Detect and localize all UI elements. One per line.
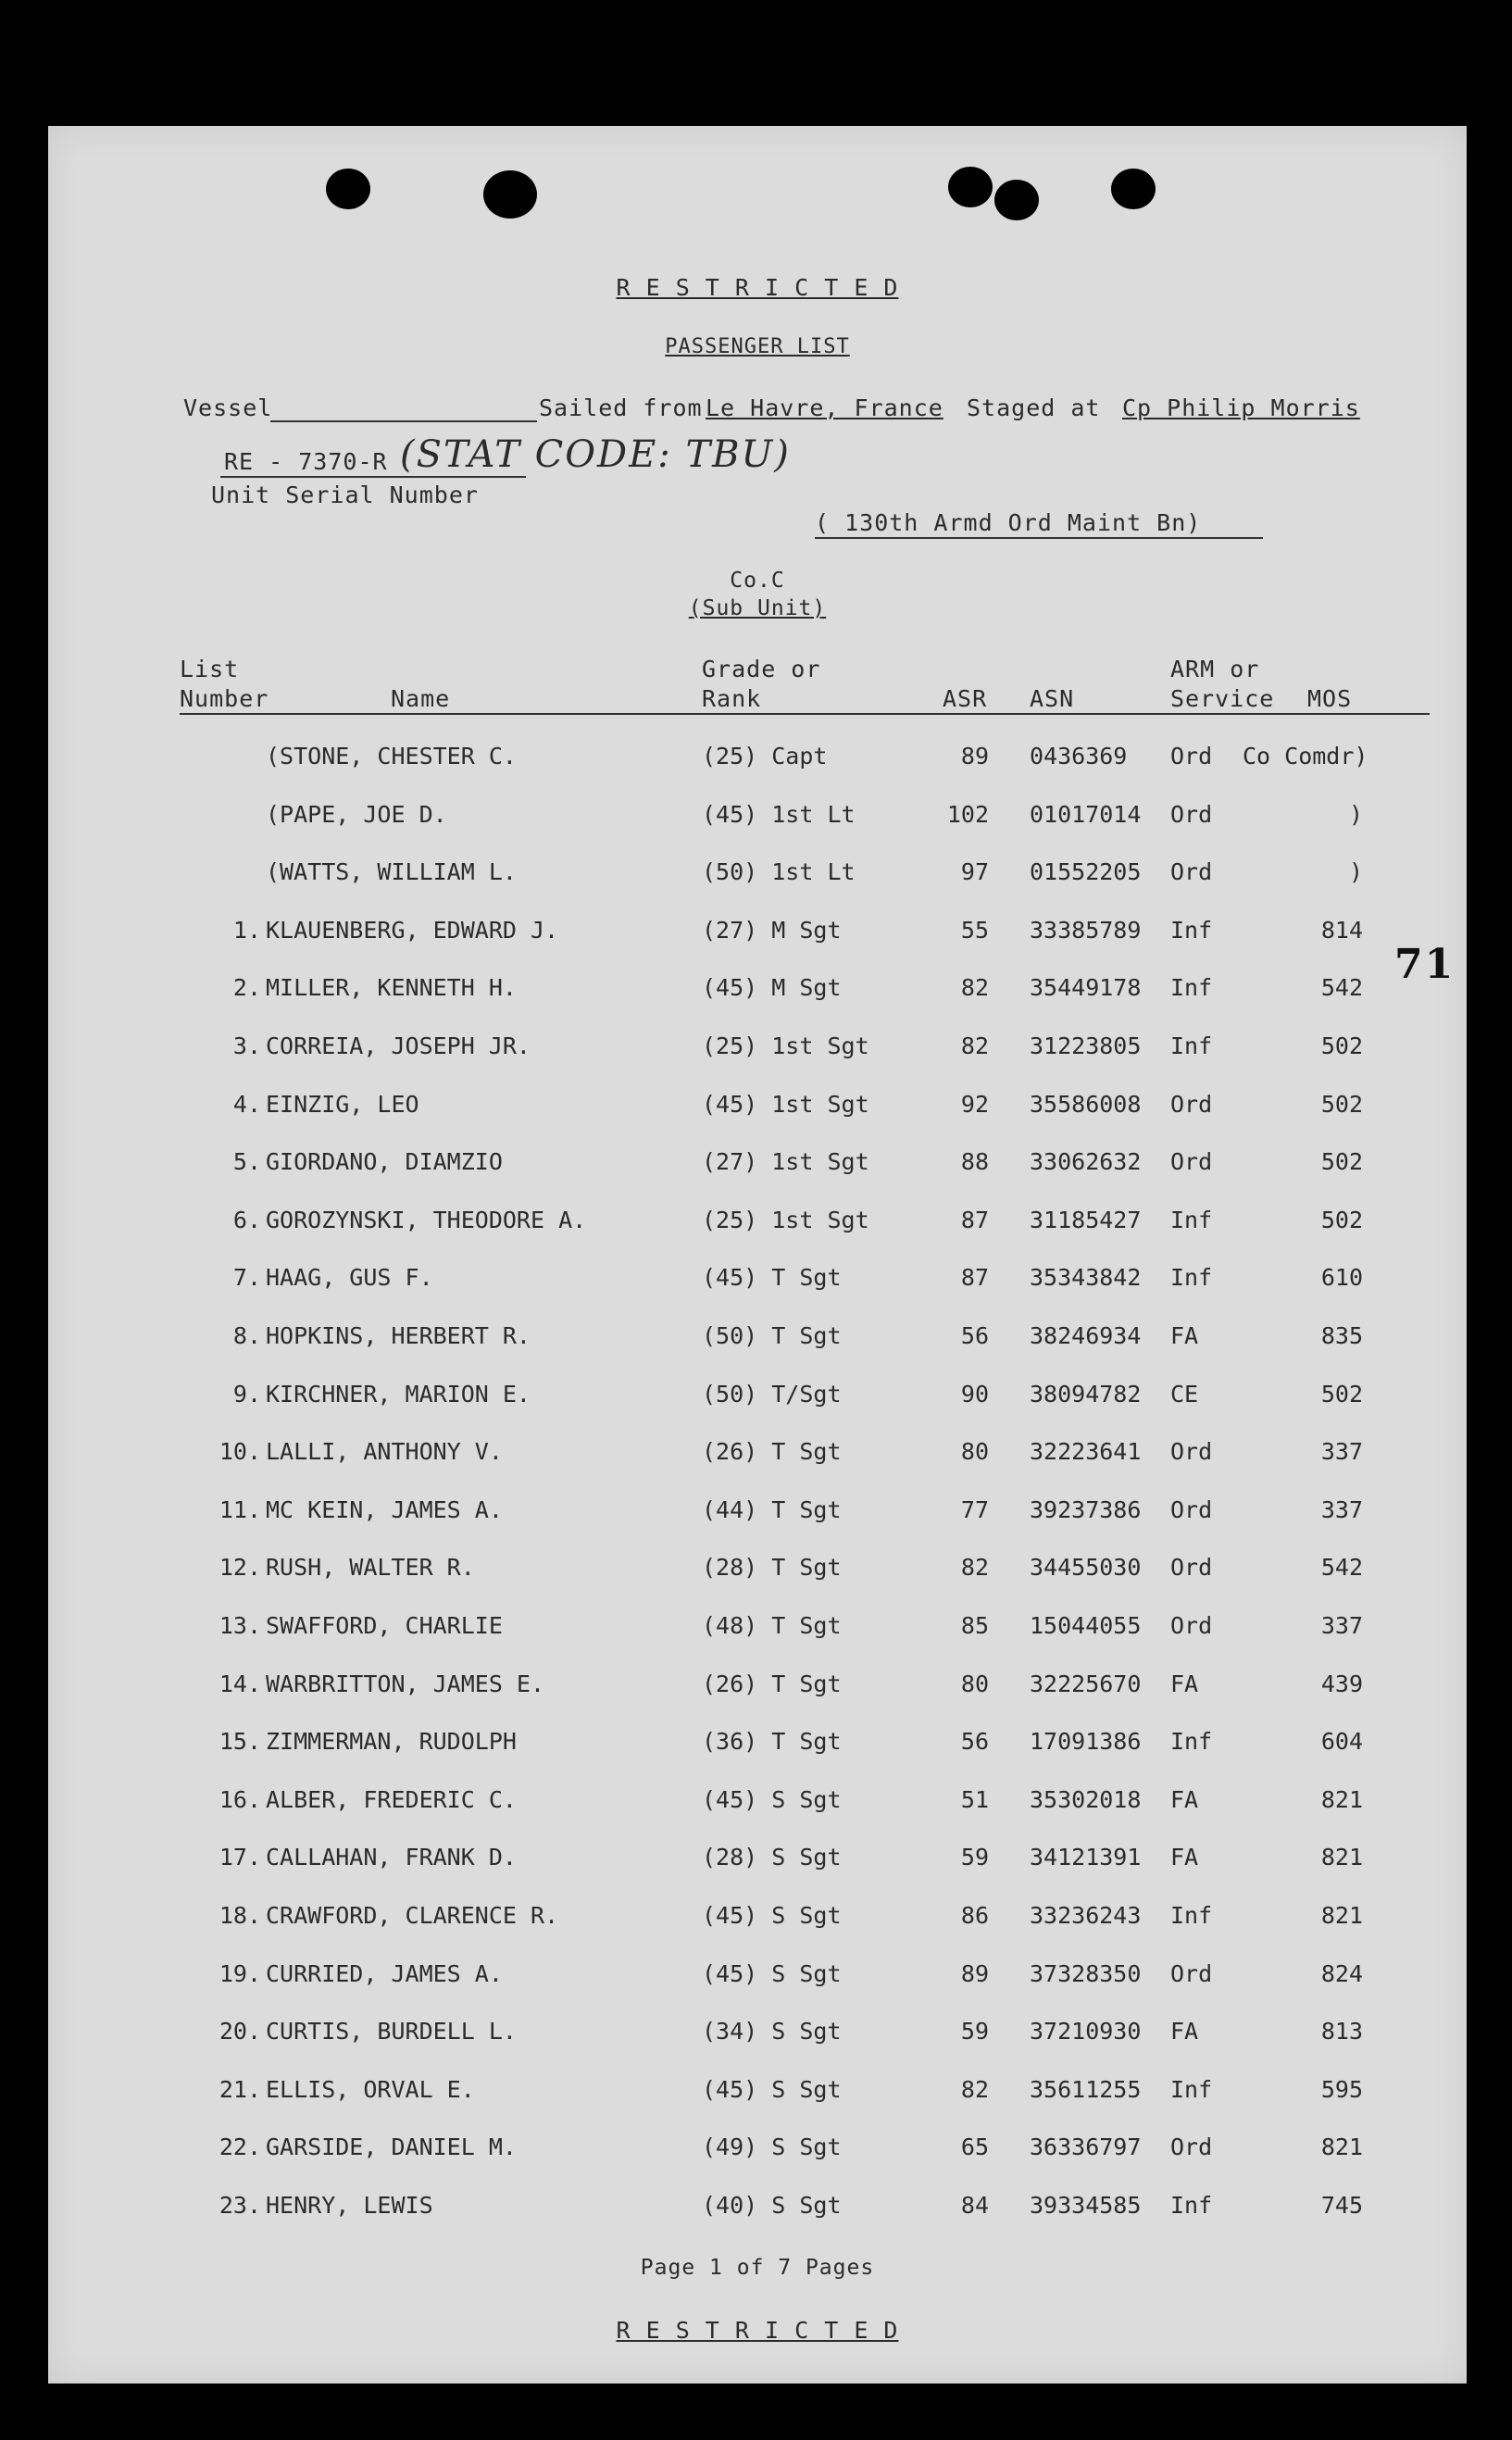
- row-grade: (50) T Sgt: [702, 1322, 842, 1349]
- row-name: RUSH, WALTER R.: [266, 1554, 475, 1582]
- row-asn: 38246934: [1030, 1322, 1142, 1349]
- row-asn: 01552205: [1030, 858, 1142, 886]
- table-row: [48, 2192, 1467, 2229]
- row-grade: (45) M Sgt: [702, 974, 842, 1002]
- row-mos: 337: [1320, 1612, 1363, 1639]
- row-grade: (45) S Sgt: [702, 1785, 842, 1813]
- row-arm: Inf: [1170, 974, 1213, 1002]
- page-number: Page 1 of 7 Pages: [640, 2256, 875, 2280]
- col-name: Name: [391, 685, 451, 712]
- row-grade: (50) T/Sgt: [702, 1380, 842, 1408]
- row-mos: 502: [1320, 1090, 1363, 1118]
- row-grade: (25) Capt: [702, 743, 828, 770]
- row-arm: FA: [1170, 1844, 1199, 1871]
- row-list-number: 13.: [219, 1612, 261, 1639]
- row-arm: Ord: [1170, 1148, 1213, 1176]
- row-arm: Inf: [1170, 916, 1213, 944]
- table-row: [48, 743, 1467, 780]
- table-row: [48, 2076, 1467, 2113]
- row-asn: 33062632: [1030, 1148, 1142, 1176]
- punch-hole: [1111, 169, 1156, 209]
- row-name: MC KEIN, JAMES A.: [266, 1495, 503, 1523]
- table-row: [48, 1612, 1467, 1649]
- row-list-number: 16.: [219, 1785, 261, 1813]
- serial-underline: [220, 476, 526, 478]
- row-arm: Ord: [1170, 1495, 1213, 1523]
- row-arm: Ord: [1170, 2133, 1213, 2161]
- row-mos: 337: [1320, 1495, 1363, 1523]
- sub-unit-value: Co.C: [730, 569, 785, 593]
- row-name: KIRCHNER, MARION E.: [266, 1380, 531, 1408]
- row-arm: FA: [1170, 1670, 1199, 1697]
- row-asr: 84: [960, 2192, 989, 2219]
- table-row: [48, 1091, 1467, 1128]
- table-row: [48, 1381, 1467, 1418]
- row-asn: 32225670: [1030, 1670, 1142, 1697]
- row-asr: 85: [960, 1612, 989, 1639]
- row-mos: 502: [1320, 1148, 1363, 1176]
- row-asr: 82: [960, 974, 989, 1002]
- col-grade-1: Grade or: [702, 656, 821, 682]
- row-list-number: 19.: [219, 1959, 261, 1987]
- table-row: [48, 1902, 1467, 1939]
- row-grade: (45) 1st Sgt: [702, 1090, 869, 1118]
- row-asn: 34121391: [1030, 1844, 1142, 1871]
- col-asr: ASR: [943, 685, 988, 712]
- row-grade: (34) S Sgt: [702, 2018, 842, 2046]
- row-list-number: 2.: [232, 974, 261, 1002]
- row-name: (STONE, CHESTER C.: [266, 743, 517, 770]
- row-asn: 33385789: [1030, 916, 1142, 944]
- unit-underline: [815, 537, 1263, 539]
- row-mos: 542: [1320, 974, 1363, 1002]
- row-asn: 01017014: [1030, 800, 1142, 828]
- row-arm: Ord: [1170, 1438, 1213, 1466]
- row-mos: 821: [1320, 2133, 1363, 2161]
- row-asn: 39334585: [1030, 2192, 1142, 2219]
- row-asr: 88: [960, 1148, 989, 1176]
- row-list-number: 20.: [219, 2018, 261, 2046]
- row-asn: 0436369: [1030, 743, 1128, 770]
- row-grade: (25) 1st Sgt: [702, 1206, 869, 1233]
- punch-hole: [948, 167, 993, 207]
- row-list-number: 23.: [219, 2192, 261, 2219]
- table-row: [48, 1786, 1467, 1823]
- row-arm: Inf: [1170, 1902, 1213, 1929]
- row-asr: 51: [960, 1785, 989, 1813]
- restricted-heading: R E S T R I C T E D: [616, 274, 899, 301]
- row-mos: 595: [1320, 2075, 1363, 2103]
- table-row: [48, 1960, 1467, 1997]
- row-list-number: 14.: [219, 1670, 261, 1697]
- row-asn: 31223805: [1030, 1032, 1142, 1059]
- table-row: [48, 974, 1467, 1011]
- row-asn: 34455030: [1030, 1554, 1142, 1582]
- row-grade: (25) 1st Sgt: [702, 1032, 869, 1059]
- row-arm: FA: [1170, 1785, 1199, 1813]
- table-row: [48, 1207, 1467, 1244]
- row-mos: 745: [1320, 2192, 1363, 2219]
- row-asr: 77: [960, 1495, 989, 1523]
- row-asr: 92: [960, 1090, 989, 1118]
- col-arm-2: Service: [1170, 685, 1275, 712]
- row-list-number: 22.: [219, 2133, 261, 2161]
- row-asn: 35611255: [1030, 2075, 1142, 2103]
- row-name: CORREIA, JOSEPH JR.: [266, 1032, 531, 1059]
- row-list-number: 9.: [232, 1380, 261, 1408]
- row-arm: Ord: [1170, 1959, 1213, 1987]
- row-arm: FA: [1170, 2018, 1199, 2046]
- punch-hole: [994, 180, 1039, 220]
- staged-label: Staged at: [967, 394, 1101, 421]
- row-asn: 37210930: [1030, 2018, 1142, 2046]
- row-name: HAAG, GUS F.: [266, 1264, 433, 1292]
- table-row: [48, 917, 1467, 954]
- row-asr: 90: [960, 1380, 989, 1408]
- table-row: [48, 1264, 1467, 1301]
- document-page: [48, 126, 1467, 2384]
- table-row: [48, 1670, 1467, 1708]
- row-grade: (45) S Sgt: [702, 2075, 842, 2103]
- row-grade: (28) S Sgt: [702, 1844, 842, 1871]
- row-mos: 439: [1320, 1670, 1363, 1697]
- row-asn: 35586008: [1030, 1090, 1142, 1118]
- sub-unit-label: (Sub Unit): [688, 596, 827, 620]
- table-row: [48, 801, 1467, 838]
- row-name: ALBER, FREDERIC C.: [266, 1785, 517, 1813]
- row-name: ELLIS, ORVAL E.: [266, 2075, 475, 2103]
- row-asr: 59: [960, 1844, 989, 1871]
- row-name: (PAPE, JOE D.: [266, 800, 447, 828]
- serial-value: RE - 7370-R: [224, 448, 388, 475]
- row-arm: Inf: [1170, 1264, 1213, 1292]
- table-row: [48, 1322, 1467, 1359]
- row-asn: 37328350: [1030, 1959, 1142, 1987]
- row-arm: Ord: [1170, 1612, 1213, 1639]
- col-list-number-2: Number: [180, 685, 269, 712]
- table-row: [48, 1032, 1467, 1070]
- row-list-number: 12.: [219, 1554, 261, 1582]
- row-name: GIORDANO, DIAMZIO: [266, 1148, 503, 1176]
- row-asn: 15044055: [1030, 1612, 1142, 1639]
- row-list-number: 8.: [232, 1322, 261, 1349]
- row-arm: CE: [1170, 1380, 1199, 1408]
- row-asr: 89: [960, 743, 989, 770]
- row-asr: 56: [960, 1728, 989, 1756]
- row-arm: Ord: [1170, 743, 1213, 770]
- row-grade: (49) S Sgt: [702, 2133, 842, 2161]
- row-mos: 813: [1320, 2018, 1363, 2046]
- row-list-number: 11.: [219, 1495, 261, 1523]
- vessel-blank-line: [270, 420, 537, 422]
- row-name: GOROZYNSKI, THEODORE A.: [266, 1206, 587, 1233]
- row-mos: 824: [1320, 1959, 1363, 1987]
- row-grade: (45) T Sgt: [702, 1264, 842, 1292]
- serial-label: Unit Serial Number: [211, 482, 479, 508]
- row-asr: 87: [960, 1206, 989, 1233]
- handwritten-stat-code: (STAT CODE: TBU): [400, 433, 791, 476]
- row-name: KLAUENBERG, EDWARD J.: [266, 916, 559, 944]
- row-name: EINZIG, LEO: [266, 1090, 419, 1118]
- row-name: LALLI, ANTHONY V.: [266, 1438, 503, 1466]
- col-grade-2: Rank: [702, 685, 762, 712]
- row-asr: 87: [960, 1264, 989, 1292]
- vessel-label: Vessel: [183, 394, 273, 421]
- row-name: CRAWFORD, CLARENCE R.: [266, 1902, 559, 1929]
- row-asr: 65: [960, 2133, 989, 2161]
- row-asn: 33236243: [1030, 1902, 1142, 1929]
- row-mos: 542: [1320, 1554, 1363, 1582]
- row-list-number: 1.: [232, 916, 261, 944]
- row-asn: 36336797: [1030, 2133, 1142, 2161]
- row-list-number: 5.: [232, 1148, 261, 1176]
- row-mos: 814: [1320, 916, 1363, 944]
- row-arm: Inf: [1170, 1728, 1213, 1756]
- row-list-number: 18.: [219, 1902, 261, 1929]
- row-name: GARSIDE, DANIEL M.: [266, 2133, 517, 2161]
- row-asn: 39237386: [1030, 1495, 1142, 1523]
- row-asr: 82: [960, 1032, 989, 1059]
- row-asr: 59: [960, 2018, 989, 2046]
- row-mos: ): [1348, 800, 1363, 828]
- row-asr: 102: [946, 800, 989, 828]
- margin-number: 71: [1394, 941, 1456, 988]
- row-mos: 337: [1320, 1438, 1363, 1466]
- row-asr: 80: [960, 1670, 989, 1697]
- row-asr: 97: [960, 858, 989, 886]
- row-arm: Inf: [1170, 2192, 1213, 2219]
- punch-hole: [483, 170, 537, 219]
- unit-name: ( 130th Armd Ord Maint Bn): [815, 509, 1202, 536]
- row-name: SWAFFORD, CHARLIE: [266, 1612, 503, 1639]
- col-arm-1: ARM or: [1170, 656, 1260, 682]
- row-grade: (45) S Sgt: [702, 1959, 842, 1987]
- row-asn: 32223641: [1030, 1438, 1142, 1466]
- row-grade: (50) 1st Lt: [702, 858, 856, 886]
- row-asr: 89: [960, 1959, 989, 1987]
- table-row: [48, 1438, 1467, 1475]
- col-list-number-1: List: [180, 656, 240, 682]
- row-mos: 821: [1320, 1902, 1363, 1929]
- row-grade: (45) S Sgt: [702, 1902, 842, 1929]
- row-name: CURRIED, JAMES A.: [266, 1959, 503, 1987]
- row-asn: 38094782: [1030, 1380, 1142, 1408]
- row-mos: 835: [1320, 1322, 1363, 1349]
- row-asr: 82: [960, 1554, 989, 1582]
- row-name: HENRY, LEWIS: [266, 2192, 433, 2219]
- row-name: WARBRITTON, JAMES E.: [266, 1670, 545, 1697]
- row-grade: (27) 1st Sgt: [702, 1148, 869, 1176]
- row-grade: (36) T Sgt: [702, 1728, 842, 1756]
- row-grade: (44) T Sgt: [702, 1495, 842, 1523]
- document-title: PASSENGER LIST: [665, 335, 850, 358]
- row-arm: Ord: [1170, 1554, 1213, 1582]
- row-list-number: 15.: [219, 1728, 261, 1756]
- row-arm: FA: [1170, 1322, 1199, 1349]
- row-grade: (40) S Sgt: [702, 2192, 842, 2219]
- table-row: [48, 1844, 1467, 1881]
- row-arm: Inf: [1170, 1206, 1213, 1233]
- table-row: [48, 1496, 1467, 1533]
- row-arm: Inf: [1170, 2075, 1213, 2103]
- row-asn: 35343842: [1030, 1264, 1142, 1292]
- row-name: HOPKINS, HERBERT R.: [266, 1322, 531, 1349]
- row-name: CALLAHAN, FRANK D.: [266, 1844, 517, 1871]
- sailed-label: Sailed from: [539, 394, 703, 421]
- row-list-number: 17.: [219, 1844, 261, 1871]
- row-list-number: 4.: [232, 1090, 261, 1118]
- col-asn: ASN: [1030, 685, 1075, 712]
- row-arm: Ord: [1170, 800, 1213, 828]
- row-asr: 56: [960, 1322, 989, 1349]
- punch-hole: [326, 169, 370, 209]
- row-mos: 604: [1320, 1728, 1363, 1756]
- row-list-number: 6.: [232, 1206, 261, 1233]
- row-grade: (26) T Sgt: [702, 1438, 842, 1466]
- row-mos: ): [1348, 858, 1363, 886]
- row-asn: 35302018: [1030, 1785, 1142, 1813]
- row-asn: 17091386: [1030, 1728, 1142, 1756]
- table-row: [48, 1148, 1467, 1185]
- row-mos: 502: [1320, 1206, 1363, 1233]
- table-row: [48, 2018, 1467, 2055]
- row-list-number: 3.: [232, 1032, 261, 1059]
- row-asr: 86: [960, 1902, 989, 1929]
- row-grade: (48) T Sgt: [702, 1612, 842, 1639]
- row-grade: (45) 1st Lt: [702, 800, 856, 828]
- header-rule: [180, 713, 1430, 715]
- table-row: [48, 1728, 1467, 1765]
- row-list-number: 7.: [232, 1264, 261, 1292]
- row-mos: 502: [1320, 1032, 1363, 1059]
- row-asr: 55: [960, 916, 989, 944]
- row-mos: 610: [1320, 1264, 1363, 1292]
- row-grade: (26) T Sgt: [702, 1670, 842, 1697]
- row-mos: 502: [1320, 1380, 1363, 1408]
- row-list-number: 21.: [219, 2075, 261, 2103]
- table-row: [48, 1554, 1467, 1591]
- table-row: [48, 2133, 1467, 2171]
- row-name: CURTIS, BURDELL L.: [266, 2018, 517, 2046]
- row-name: MILLER, KENNETH H.: [266, 974, 517, 1002]
- row-arm: Ord: [1170, 858, 1213, 886]
- staged-value: Cp Philip Morris: [1122, 394, 1360, 421]
- col-mos: MOS: [1307, 685, 1353, 712]
- table-row: [48, 858, 1467, 895]
- row-name: ZIMMERMAN, RUDOLPH: [266, 1728, 517, 1756]
- row-asr: 82: [960, 2075, 989, 2103]
- row-grade: (27) M Sgt: [702, 916, 842, 944]
- row-name: (WATTS, WILLIAM L.: [266, 858, 517, 886]
- row-mos: 821: [1320, 1844, 1363, 1871]
- row-asr: 80: [960, 1438, 989, 1466]
- row-arm: Ord: [1170, 1090, 1213, 1118]
- row-asn: 35449178: [1030, 974, 1142, 1002]
- row-mos: 821: [1320, 1785, 1363, 1813]
- row-asn: 31185427: [1030, 1206, 1142, 1233]
- row-grade: (28) T Sgt: [702, 1554, 842, 1582]
- sailed-value: Le Havre, France: [706, 394, 943, 421]
- restricted-footer: R E S T R I C T E D: [616, 2317, 899, 2344]
- row-list-number: 10.: [219, 1438, 261, 1466]
- row-arm: Inf: [1170, 1032, 1213, 1059]
- row-mos: Co Comdr): [1243, 743, 1368, 770]
